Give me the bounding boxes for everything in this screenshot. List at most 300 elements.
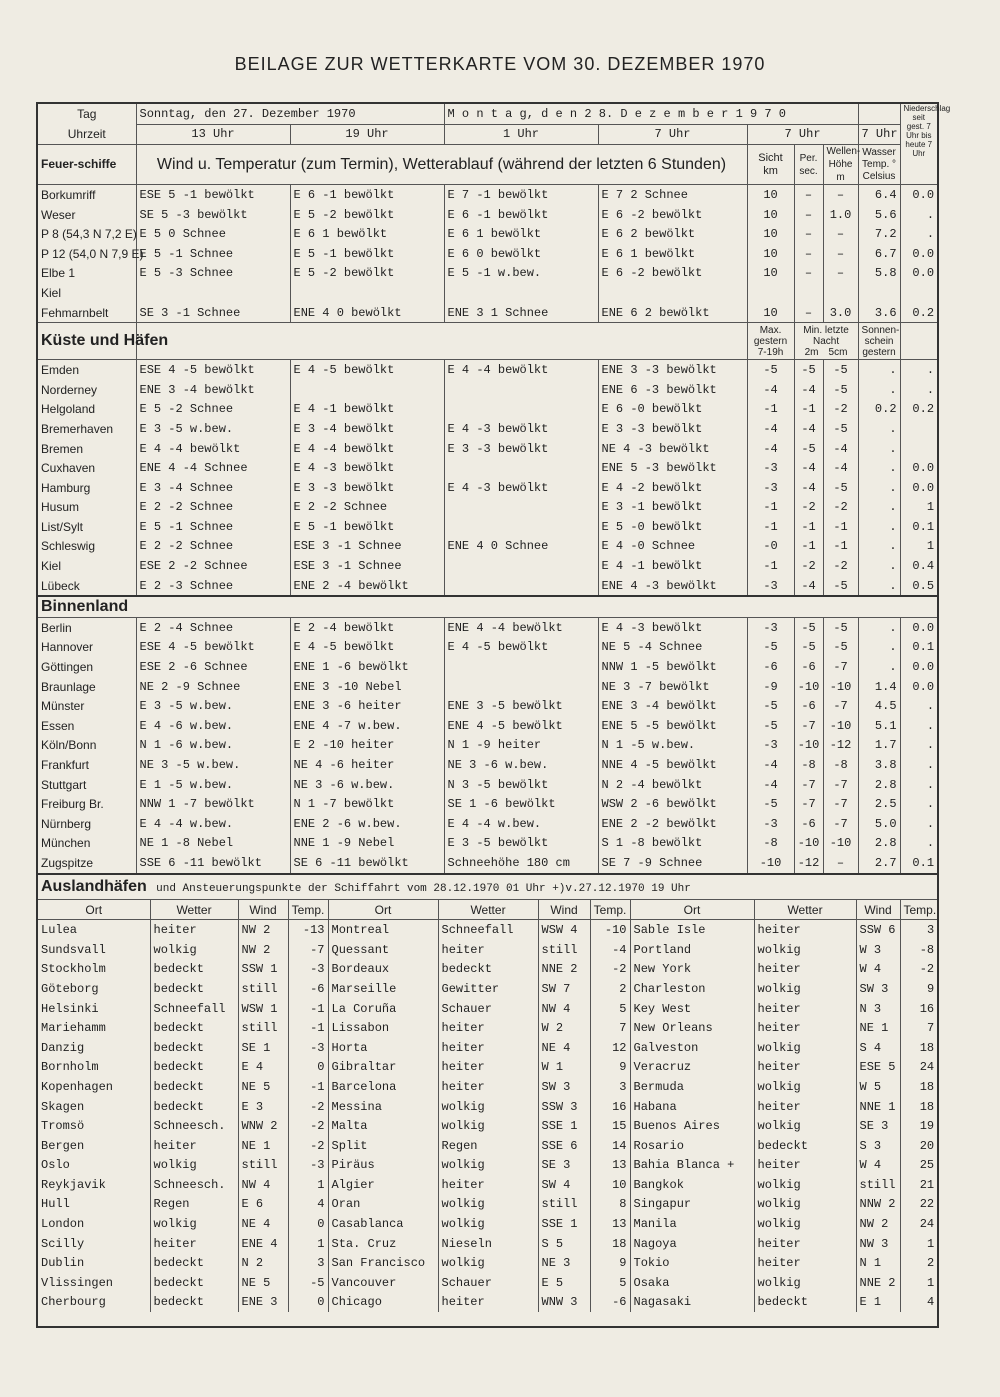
min-5cm-value: -5 (823, 360, 858, 380)
min-2m-value: -1 (794, 400, 823, 420)
ausland-row (38, 1234, 937, 1254)
port-wind: NE 5 (238, 1273, 288, 1293)
ausland-row (38, 1156, 937, 1176)
station-name: Göttingen (41, 660, 94, 675)
max-temp-value: -0 (747, 537, 794, 557)
time-1: 1 Uhr (444, 124, 598, 145)
port-temp: 24 (900, 1214, 937, 1234)
min-2m-value: -6 (794, 657, 823, 677)
port-name: New York (630, 960, 754, 980)
min-5cm-value: -7 (823, 696, 858, 716)
obs-mon-1: ENE 3 -5 bewölkt (444, 696, 598, 716)
min-2m-value: -4 (794, 458, 823, 478)
port-name: Bornholm (41, 1060, 99, 1075)
wind-header: Wind u. Temperatur (zum Termin), Wetterablauf (während der letzten 6 Stunden) (136, 145, 747, 185)
obs-sun-13: ESE 2 -2 Schnee (136, 556, 290, 576)
obs-mon-7: WSW 2 -6 bewölkt (598, 794, 747, 814)
port-name: Charleston (630, 979, 754, 999)
min-5cm-value: – (823, 853, 858, 873)
port-wind: NNE 2 (538, 960, 590, 980)
obs-sun-13 (136, 283, 290, 303)
col-ort-3: Ort (630, 899, 754, 920)
port-wind: NW 2 (238, 920, 288, 940)
precip-value: . (900, 696, 937, 716)
obs-sun-13: ESE 2 -6 Schnee (136, 657, 290, 677)
station-name: Schleswig (41, 539, 96, 554)
max-temp-value: -5 (747, 794, 794, 814)
port-temp: 0 (288, 1293, 328, 1313)
col-wasser: Wasser Temp. ° Celsius (858, 145, 900, 185)
port-temp: 1 (288, 1175, 328, 1195)
auslandhaefen-table (38, 873, 937, 1312)
port-weather: heiter (150, 1234, 238, 1254)
obs-mon-7: E 5 -0 bewölkt (598, 517, 747, 537)
port-temp: 3 (590, 1077, 630, 1097)
precip-value: . (900, 380, 937, 400)
port-temp: 1 (900, 1273, 937, 1293)
precip-value: 0.1 (900, 517, 937, 537)
precip-value: 0.0 (900, 185, 937, 205)
port-wind: E 6 (238, 1195, 288, 1215)
station-name: Braunlage (41, 679, 96, 694)
max-temp-value: -4 (747, 775, 794, 795)
obs-mon-1 (444, 400, 598, 420)
obs-mon-1: E 3 -5 bewölkt (444, 834, 598, 854)
station-name: Fehmarnbelt (41, 305, 109, 320)
kueste-header-row (38, 323, 937, 360)
port-temp: 16 (590, 1097, 630, 1117)
port-wind: still (538, 1195, 590, 1215)
obs-sun-13: E 2 -2 Schnee (136, 537, 290, 557)
min-5cm-value: -5 (823, 576, 858, 597)
station-name: Husum (41, 500, 80, 515)
wave-height-value: 1.0 (823, 205, 858, 225)
sicht-value: 10 (747, 205, 794, 225)
col-5cm: 5cm (828, 346, 848, 358)
obs-mon-7: NNE 4 -5 bewölkt (598, 755, 747, 775)
min-5cm-value: -7 (823, 657, 858, 677)
ausland-row (38, 1018, 937, 1038)
obs-sun-19: E 5 -2 bewölkt (290, 264, 444, 284)
obs-sun-19: ESE 3 -1 Schnee (290, 556, 444, 576)
obs-mon-1: E 4 -4 w.bew. (444, 814, 598, 834)
sunshine-value: . (858, 439, 900, 459)
port-temp: 4 (288, 1195, 328, 1215)
port-weather: heiter (438, 1058, 538, 1078)
port-name: Rosario (630, 1136, 754, 1156)
kueste-row (38, 400, 937, 420)
period-value: – (794, 264, 823, 284)
port-weather: heiter (754, 1156, 856, 1176)
min-2m-value: -7 (794, 716, 823, 736)
precip-value: 0.2 (900, 303, 937, 323)
kueste-row (38, 537, 937, 557)
port-weather: wolkig (438, 1097, 538, 1117)
port-wind: NE 1 (238, 1136, 288, 1156)
station-name: Stuttgart (41, 777, 87, 792)
port-temp: -3 (288, 960, 328, 980)
sicht-value: 10 (747, 185, 794, 205)
port-name: Tokio (630, 1253, 754, 1273)
obs-sun-19: E 2 -10 heiter (290, 736, 444, 756)
obs-sun-13: E 5 0 Schnee (136, 224, 290, 244)
water-temp-value: 5.8 (858, 264, 900, 284)
max-temp-value: -5 (747, 360, 794, 380)
port-wind: N 2 (238, 1253, 288, 1273)
ausland-row (38, 1214, 937, 1234)
ausland-row (38, 1195, 937, 1215)
port-weather: bedeckt (150, 1018, 238, 1038)
port-name: Scilly (41, 1236, 85, 1251)
obs-sun-19 (290, 380, 444, 400)
min-2m-value: -1 (794, 517, 823, 537)
time-7c: 7 Uhr (858, 124, 900, 145)
kueste-row (38, 360, 937, 380)
monday-date: M o n t a g, d e n 2 8. D e z e m b e r 1 9 7 0 (444, 104, 794, 124)
port-weather: Schneefall (150, 999, 238, 1019)
port-wind: SSE 1 (538, 1214, 590, 1234)
obs-sun-13: E 2 -3 Schnee (136, 576, 290, 597)
obs-sun-13: SE 3 -1 Schnee (136, 303, 290, 323)
port-wind: SW 4 (538, 1175, 590, 1195)
port-name: Oslo (41, 1158, 70, 1173)
port-weather: wolkig (438, 1253, 538, 1273)
obs-mon-1: ENE 3 1 Schnee (444, 303, 598, 323)
sunshine-value: 2.7 (858, 853, 900, 873)
port-temp: -3 (288, 1156, 328, 1176)
obs-mon-7: ENE 5 -3 bewölkt (598, 458, 747, 478)
port-weather: wolkig (754, 1195, 856, 1215)
obs-mon-1 (444, 677, 598, 697)
col-min (794, 323, 858, 360)
station-name: Hannover (41, 640, 94, 655)
kueste-row (38, 419, 937, 439)
obs-sun-19: E 2 -2 Schnee (290, 498, 444, 518)
obs-mon-1: E 3 -3 bewölkt (444, 439, 598, 459)
precip-value: 0.4 (900, 556, 937, 576)
water-temp-value: 5.6 (858, 205, 900, 225)
max-temp-value: -5 (747, 638, 794, 658)
port-temp: 20 (900, 1136, 937, 1156)
obs-sun-19: ENE 4 -7 w.bew. (290, 716, 444, 736)
col-sicht: Sicht km (747, 145, 794, 185)
port-temp: 15 (590, 1116, 630, 1136)
sunshine-value: 5.1 (858, 716, 900, 736)
port-temp: 9 (900, 979, 937, 999)
obs-sun-19: ENE 2 -4 bewölkt (290, 576, 444, 597)
precip-value: . (900, 834, 937, 854)
obs-sun-19: E 4 -5 bewölkt (290, 638, 444, 658)
precip-value: 0.0 (900, 478, 937, 498)
station-name: Weser (41, 207, 76, 222)
station-name: Bremen (41, 441, 84, 456)
precip-value: . (900, 755, 937, 775)
ausland-row (38, 1273, 937, 1293)
port-temp: 16 (900, 999, 937, 1019)
port-wind: E 4 (238, 1058, 288, 1078)
station-name: Elbe 1 (41, 266, 76, 281)
port-wind: still (538, 940, 590, 960)
port-weather: bedeckt (754, 1136, 856, 1156)
port-weather: wolkig (438, 1195, 538, 1215)
port-wind: ENE 3 (238, 1293, 288, 1313)
obs-mon-1 (444, 458, 598, 478)
ausland-row (38, 999, 937, 1019)
port-name: Montreal (328, 920, 438, 940)
ausland-row (38, 1136, 937, 1156)
port-wind: SW 3 (856, 979, 900, 999)
max-temp-value: -6 (747, 657, 794, 677)
precip-value: . (900, 224, 937, 244)
max-temp-value: -9 (747, 677, 794, 697)
port-weather: bedeckt (150, 1293, 238, 1313)
port-weather: Regen (150, 1195, 238, 1215)
max-temp-value: -1 (747, 498, 794, 518)
obs-mon-1: ENE 4 0 Schnee (444, 537, 598, 557)
port-temp: -2 (900, 960, 937, 980)
time-19: 19 Uhr (290, 124, 444, 145)
port-name: Horta (328, 1038, 438, 1058)
port-name: Skagen (41, 1099, 85, 1114)
port-weather: heiter (438, 940, 538, 960)
port-name: Dublin (41, 1256, 85, 1271)
station-name: Zugspitze (41, 855, 94, 870)
port-name: Casablanca (328, 1214, 438, 1234)
port-name: Split (328, 1136, 438, 1156)
kueste-header-blank (136, 323, 747, 360)
col-wind-3: Wind (856, 899, 900, 920)
feuerschiff-row (38, 283, 937, 303)
binnenland-row (38, 618, 937, 638)
port-name: Singapur (630, 1195, 754, 1215)
min-2m-value: -10 (794, 677, 823, 697)
min-2m-value: -2 (794, 498, 823, 518)
station-name: Essen (41, 718, 75, 733)
niederschlag-label: Niederschlag seit gest. 7 Uhr bis heute 7 Uhr (900, 104, 937, 185)
time-7b: 7 Uhr (747, 124, 858, 145)
station-name: Emden (38, 360, 136, 380)
obs-sun-13: NNW 1 -7 bewölkt (136, 794, 290, 814)
min-5cm-value: -7 (823, 775, 858, 795)
ausland-row (38, 940, 937, 960)
wave-height-value (823, 283, 858, 303)
station-name: Münster (41, 699, 85, 714)
min-5cm-value: -10 (823, 716, 858, 736)
port-wind: SSE 6 (538, 1136, 590, 1156)
port-wind: SE 1 (238, 1038, 288, 1058)
binnenland-header-row (38, 596, 937, 617)
port-temp: 2 (590, 979, 630, 999)
ausland-row (38, 1038, 937, 1058)
precip-value: 0.2 (900, 400, 937, 420)
port-name: Tromsö (41, 1119, 85, 1134)
port-name: Bahia Blanca + (630, 1156, 754, 1176)
obs-sun-13: E 2 -2 Schnee (136, 498, 290, 518)
precip-value: 0.0 (900, 264, 937, 284)
station-name: Helgoland (41, 402, 96, 417)
kueste-row (38, 556, 937, 576)
precip-value: 0.1 (900, 853, 937, 873)
obs-sun-19: E 4 -5 bewölkt (290, 360, 444, 380)
obs-mon-7: E 6 2 bewölkt (598, 224, 747, 244)
sunshine-value: . (858, 618, 900, 638)
col-wind-2: Wind (538, 899, 590, 920)
precip-value: . (900, 716, 937, 736)
port-weather: wolkig (150, 940, 238, 960)
port-wind: NW 2 (238, 940, 288, 960)
port-weather: heiter (438, 1038, 538, 1058)
wave-height-value: – (823, 264, 858, 284)
station-name: List/Sylt (41, 519, 84, 534)
obs-mon-1 (444, 556, 598, 576)
port-weather: heiter (150, 920, 238, 940)
obs-sun-19: ENE 3 -6 heiter (290, 696, 444, 716)
obs-sun-19: NNE 1 -9 Nebel (290, 834, 444, 854)
port-temp: 24 (900, 1058, 937, 1078)
obs-sun-13: ESE 4 -5 bewölkt (136, 638, 290, 658)
sunshine-value: 1.7 (858, 736, 900, 756)
port-name: Sundsvall (41, 942, 106, 957)
port-name: Vancouver (328, 1273, 438, 1293)
precip-value: 0.0 (900, 458, 937, 478)
obs-mon-7: E 6 -0 bewölkt (598, 400, 747, 420)
report-frame (36, 102, 951, 1328)
ausland-row (38, 1175, 937, 1195)
port-wind: ESE 5 (856, 1058, 900, 1078)
kueste-row (38, 478, 937, 498)
max-temp-value: -1 (747, 517, 794, 537)
port-weather: bedeckt (150, 1273, 238, 1293)
port-weather: bedeckt (150, 979, 238, 999)
sunshine-value: 5.0 (858, 814, 900, 834)
port-wind: SSE 1 (538, 1116, 590, 1136)
port-weather: bedeckt (150, 1253, 238, 1273)
time-7: 7 Uhr (598, 124, 747, 145)
obs-sun-13: NE 2 -9 Schnee (136, 677, 290, 697)
obs-mon-1: E 6 -1 bewölkt (444, 205, 598, 225)
precip-value: 0.0 (900, 657, 937, 677)
obs-mon-7: E 6 1 bewölkt (598, 244, 747, 264)
obs-sun-13: E 5 -3 Schnee (136, 264, 290, 284)
port-weather: heiter (754, 1253, 856, 1273)
obs-sun-19: ENE 4 0 bewölkt (290, 303, 444, 323)
min-2m-value: -4 (794, 478, 823, 498)
col-wellen: Wellen- Höhe m (823, 145, 858, 185)
max-temp-value: -4 (747, 419, 794, 439)
obs-mon-1: Schneehöhe 180 cm (444, 853, 598, 873)
port-name: San Francisco (328, 1253, 438, 1273)
port-temp: -13 (288, 920, 328, 940)
period-value (794, 283, 823, 303)
port-wind: NE 4 (538, 1038, 590, 1058)
binnenland-row (38, 814, 937, 834)
port-name: Cherbourg (41, 1295, 106, 1310)
port-wind: SSW 3 (538, 1097, 590, 1117)
port-temp: 18 (900, 1097, 937, 1117)
sunshine-value: 1.4 (858, 677, 900, 697)
obs-mon-7: ENE 6 2 bewölkt (598, 303, 747, 323)
obs-sun-13: E 5 -1 Schnee (136, 244, 290, 264)
port-weather: wolkig (754, 1175, 856, 1195)
max-temp-value: -3 (747, 478, 794, 498)
water-temp-value: 6.7 (858, 244, 900, 264)
port-weather: bedeckt (150, 1077, 238, 1097)
binnenland-row (38, 834, 937, 854)
port-name: Galveston (630, 1038, 754, 1058)
precip-value: 0.0 (900, 677, 937, 697)
port-temp: 3 (288, 1253, 328, 1273)
port-temp: 13 (590, 1214, 630, 1234)
sunshine-value: . (858, 556, 900, 576)
max-temp-value: -3 (747, 458, 794, 478)
ausland-row (38, 1116, 937, 1136)
obs-mon-7: NNW 1 -5 bewölkt (598, 657, 747, 677)
water-temp-value: 7.2 (858, 224, 900, 244)
obs-sun-13: E 3 -5 w.bew. (136, 696, 290, 716)
sunshine-value: . (858, 360, 900, 380)
kueste-row (38, 517, 937, 537)
min-2m-value: -4 (794, 576, 823, 597)
obs-mon-1 (444, 380, 598, 400)
precip-value: 0.1 (900, 638, 937, 658)
kueste-row (38, 458, 937, 478)
port-temp: 7 (590, 1018, 630, 1038)
min-5cm-value: -5 (823, 618, 858, 638)
port-wind: SSW 6 (856, 920, 900, 940)
port-weather: Nieseln (438, 1234, 538, 1254)
port-temp: -4 (590, 940, 630, 960)
port-wind: S 3 (856, 1136, 900, 1156)
max-temp-value: -3 (747, 576, 794, 597)
station-name: Berlin (38, 618, 136, 638)
port-wind: NE 1 (856, 1018, 900, 1038)
min-5cm-value: -1 (823, 517, 858, 537)
min-2m-value: -6 (794, 696, 823, 716)
obs-mon-7: NE 4 -3 bewölkt (598, 439, 747, 459)
sunshine-value: . (858, 576, 900, 597)
obs-mon-1: E 4 -5 bewölkt (444, 638, 598, 658)
port-name: Sta. Cruz (328, 1234, 438, 1254)
obs-sun-13: E 5 -1 Schnee (136, 517, 290, 537)
sicht-value: 10 (747, 224, 794, 244)
station-name: Köln/Bonn (41, 738, 97, 753)
port-weather: Schneesch. (150, 1116, 238, 1136)
min-2m-value: -2 (794, 556, 823, 576)
sunshine-value: . (858, 537, 900, 557)
port-weather: wolkig (150, 1156, 238, 1176)
obs-sun-19: SE 6 -11 bewölkt (290, 853, 444, 873)
port-weather: heiter (754, 999, 856, 1019)
ausland-subtitle: und Ansteuerungspunkte der Schiffahrt vom 28.12.1970 01 Uhr +)v.27.12.1970 19 Uhr (156, 882, 691, 895)
port-wind: E 3 (238, 1097, 288, 1117)
port-temp: -5 (288, 1273, 328, 1293)
port-wind: NE 5 (238, 1077, 288, 1097)
port-weather: bedeckt (150, 960, 238, 980)
obs-sun-19: E 5 -1 bewölkt (290, 244, 444, 264)
sicht-value: 10 (747, 303, 794, 323)
col-wind-1: Wind (238, 899, 288, 920)
port-temp: -6 (590, 1293, 630, 1313)
obs-sun-13: NE 1 -8 Nebel (136, 834, 290, 854)
port-wind: E 5 (538, 1273, 590, 1293)
period-value: – (794, 244, 823, 264)
sunshine-value: . (858, 517, 900, 537)
precip-value: . (900, 794, 937, 814)
port-wind: SW 7 (538, 979, 590, 999)
port-wind: ENE 4 (238, 1234, 288, 1254)
min-5cm-value: -2 (823, 556, 858, 576)
port-weather: heiter (438, 1018, 538, 1038)
